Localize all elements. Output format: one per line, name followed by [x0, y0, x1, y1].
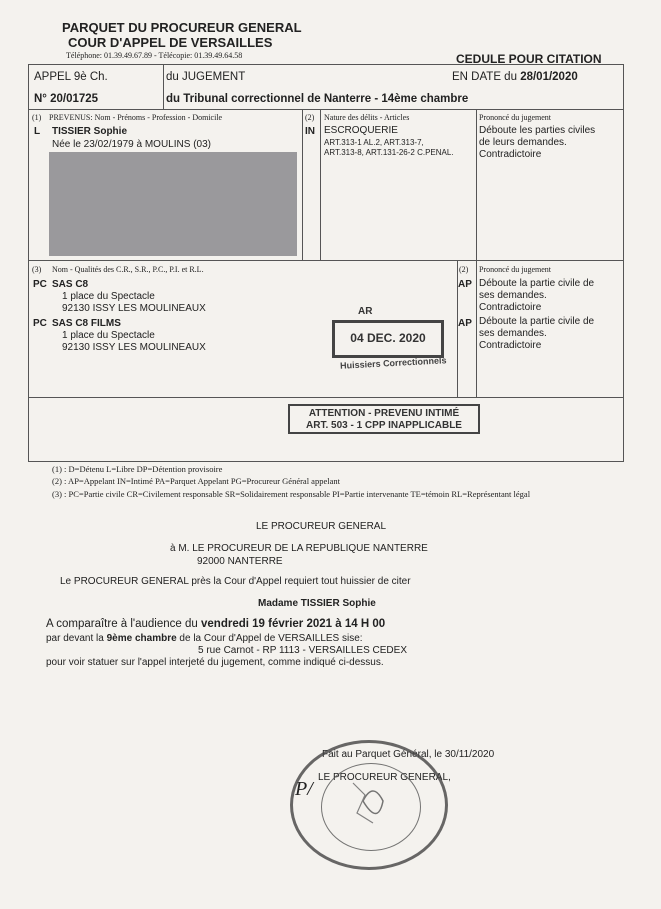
parties-judgment-num: (2) [459, 265, 469, 274]
official-seal [290, 740, 448, 870]
party-address2: 92130 ISSY LES MOULINEAUX [62, 342, 206, 353]
parties-header: Nom - Qualités des C.R., S.R., P.C., P.I. et R.L. [52, 265, 204, 274]
case-frame [28, 64, 624, 462]
requiert-text: Le PROCUREUR GENERAL près la Cour d'Appel requiert tout huissier de citer [60, 576, 411, 587]
defendant-cited: Madame TISSIER Sophie [258, 598, 376, 609]
party-name: SAS C8 FILMS [52, 318, 121, 329]
offense-header: Nature des délits - Articles [324, 113, 410, 122]
defendant-birth: Née le 23/02/1979 à MOULINS (03) [52, 139, 211, 150]
divider [29, 109, 623, 110]
header-cour: COUR D'APPEL DE VERSAILLES [68, 35, 273, 50]
party-judgment1: Déboute la partie civile de [479, 278, 595, 289]
parties-col-num: (3) [32, 265, 42, 274]
seal-figure [363, 791, 383, 814]
judgment-line3: Contradictoire [479, 149, 542, 160]
party-judgment1: Déboute la partie civile de [479, 316, 595, 327]
party-address2: 92130 ISSY LES MOULINEAUX [62, 303, 206, 314]
prevenus-col-num: (1) [32, 113, 42, 122]
party-role: AP [458, 279, 472, 290]
party-judgment2: ses demandes. [479, 290, 547, 301]
stamp-ar: AR [358, 306, 373, 317]
attention-line2: ART. 503 - 1 CPP INAPPLICABLE [306, 420, 462, 431]
hearing-date: vendredi 19 février 2021 à 14 H 00 [201, 618, 386, 630]
defendant-name: TISSIER Sophie [52, 126, 128, 137]
articles-line2: ART.313-8, ART.131-26-2 C.PENAL. [324, 148, 454, 157]
court-address: 5 rue Carnot - RP 1113 - VERSAILLES CEDEX [198, 645, 407, 656]
divider [302, 109, 303, 260]
party-role: AP [458, 318, 472, 329]
party-name: SAS C8 [52, 279, 89, 290]
defendant-role: IN [305, 126, 315, 137]
party-judgment3: Contradictoire [479, 302, 542, 313]
party-judgment2: ses demandes. [479, 328, 547, 339]
comparaitre-prefix: A comparaître à l'audience du [46, 618, 201, 630]
header-parquet: PARQUET DU PROCUREUR GENERAL [62, 20, 302, 35]
divider [320, 109, 321, 260]
comparaitre-line [46, 618, 385, 630]
signature-stroke [353, 783, 373, 823]
received-date-stamp: 04 DEC. 2020 [332, 320, 444, 358]
tribunal: du Tribunal correctionnel de Nanterre - 14ème chambre [166, 93, 469, 105]
footnote-3: (3) : PC=Partie civile CR=Civilement responsable SR=Solidairement responsable PI=Partie intervenante TE=témoin RL=Représentant légal [52, 489, 531, 499]
judgment-line1: Déboute les parties civiles [479, 125, 596, 136]
document-type: CEDULE POUR CITATION [456, 52, 602, 66]
offense: ESCROQUERIE [324, 125, 398, 136]
footnote-2: (2) : AP=Appelant IN=Intimé PA=Parquet Appelant PG=Procureur Général appelant [52, 476, 340, 486]
prevenus-header: PREVENUS: Nom - Prénoms - Profession - Domicile [49, 113, 223, 122]
attention-line1: ATTENTION - PREVENU INTIMÉ [308, 408, 460, 419]
party-address1: 1 place du Spectacle [62, 330, 155, 341]
party-judgment3: Contradictoire [479, 340, 542, 351]
header-phone: Téléphone: 01.39.49.67.89 - Télécopie: 01.39.49.64.58 [66, 51, 243, 60]
party-address1: 1 place du Spectacle [62, 291, 155, 302]
judgment-date: 28/01/2020 [520, 71, 578, 83]
footnote-1: (1) : D=Détenu L=Libre DP=Détention provisoire [52, 464, 223, 474]
huissier-stamp: Huissiers Correctionnels [339, 355, 447, 371]
party-code: PC [33, 279, 47, 290]
addressee-line2: 92000 NANTERRE [197, 556, 283, 567]
judgment-date-row [452, 71, 578, 83]
judgment-header: Prononcé du jugement [479, 113, 551, 122]
divider [29, 397, 623, 398]
fait-au-parquet: Fait au Parquet Général, le 30/11/2020 [322, 749, 495, 760]
appel-chamber: APPEL 9è Ch. [34, 71, 108, 83]
redaction-block [49, 152, 297, 256]
chamber: 9ème chambre [106, 633, 177, 644]
divider [163, 65, 164, 109]
case-number: N° 20/01725 [34, 93, 99, 105]
date-label: EN DATE du [452, 71, 517, 83]
judgment-line2: de leurs demandes. [479, 137, 567, 148]
devant-prefix: par devant la [46, 633, 107, 644]
divider [29, 260, 623, 261]
procureur-title: LE PROCUREUR GENERAL [256, 521, 387, 532]
detention-status: L [34, 126, 41, 137]
du-jugement: du JUGEMENT [166, 71, 246, 83]
parties-judgment-header: Prononcé du jugement [479, 265, 551, 274]
statuer-text: pour voir statuer sur l'appel interjeté du jugement, comme indiqué ci-dessus. [46, 657, 384, 668]
offense-col-num: (2) [305, 113, 315, 122]
devant-suffix: de la Cour d'Appel de VERSAILLES sise: [176, 633, 363, 644]
seal-text-ring [293, 743, 445, 867]
pp-mark: P/ [295, 778, 313, 800]
signature-title: LE PROCUREUR GENERAL, [318, 772, 451, 783]
addressee-line1: à M. LE PROCUREUR DE LA REPUBLIQUE NANTERRE [170, 543, 428, 554]
party-code: PC [33, 318, 47, 329]
attention-stamp [288, 404, 480, 434]
divider [476, 109, 477, 397]
articles-line1: ART.313-1 AL.2, ART.313-7, [324, 138, 424, 147]
devant-line [46, 633, 363, 644]
